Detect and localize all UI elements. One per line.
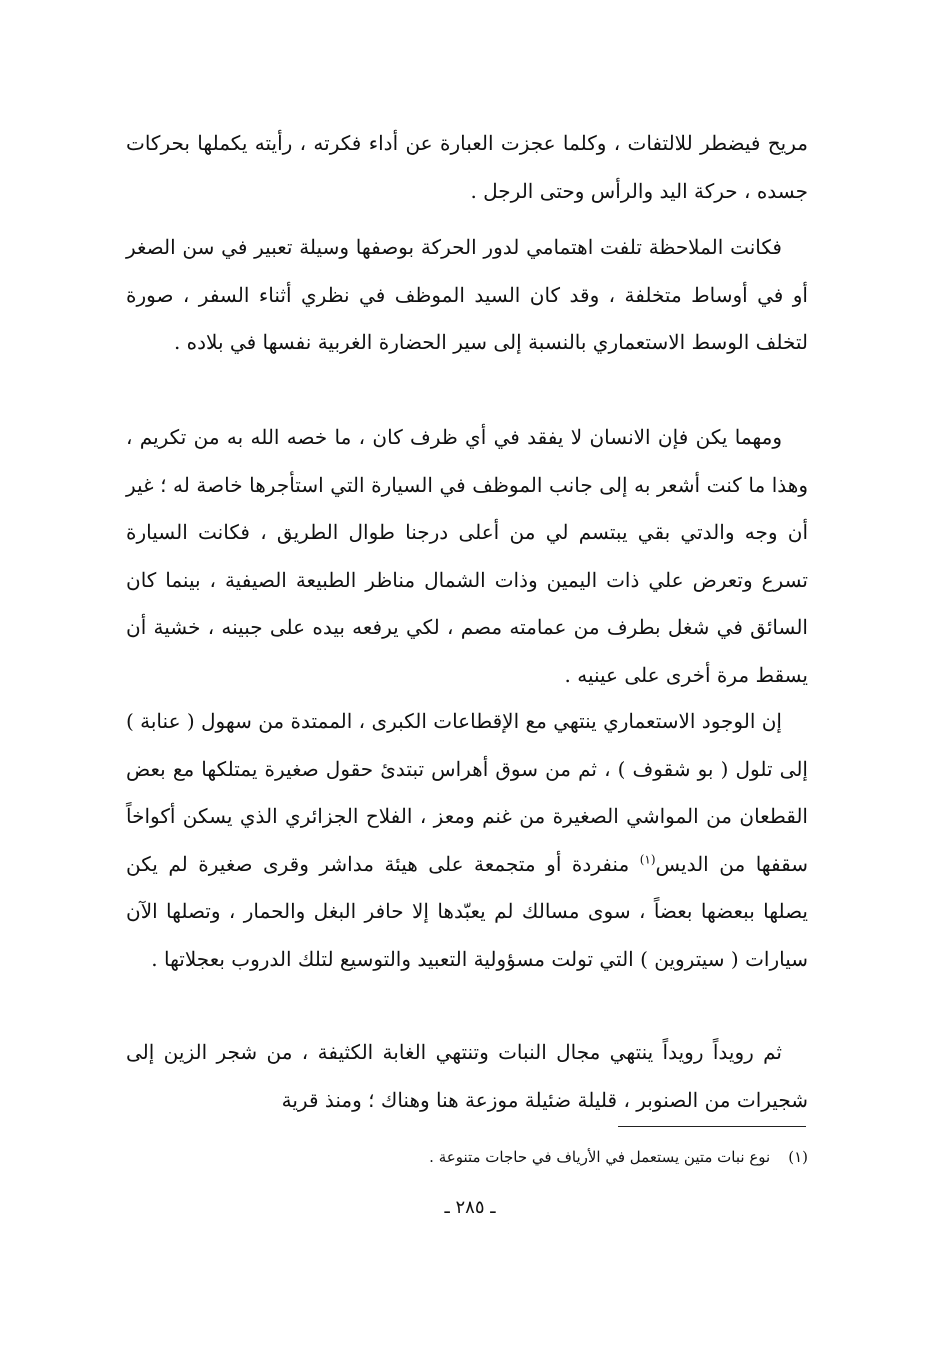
paragraph-text-before-ref: إن الوجود الاستعماري ينتهي مع الإقطاعات الكبرى ، الممتدة من سهول ( عنابة ) إلى تلول ( بو شقوف ) ، ثم من سوق أهراس تبتدئ حقول صغيرة يمتلكها مع بعض القطعان من المواشي الصغيرة من غنم ومعز ، الفلاح الجزائري الذي يسكن أكواخاً سقفها من الديس [125, 709, 808, 876]
footnote [126, 1142, 808, 1172]
paragraph-3 [126, 414, 808, 699]
paragraph-text: ثم رويداً رويداً ينتهي مجال النبات وتنتهي الغابة الكثيفة ، من شجر الزين إلى شجيرات من الصنوبر ، قليلة ضئيلة موزعة هنا وهناك ؛ ومنذ قرية [126, 1040, 808, 1112]
paragraph-2 [126, 224, 808, 367]
paragraph-1 [126, 120, 808, 215]
footnote-number: (١) [788, 1148, 808, 1166]
paragraph-text: مريح فيضطر للالتفات ، وكلما عجزت العبارة عن أداء فكرته ، رأيته يكملها بحركات جسده ، حركة اليد والرأس وحتى الرجل . [126, 131, 808, 203]
footnote-text: نوع نبات متين يستعمل في الأرياف في حاجات متنوعة . [429, 1148, 771, 1166]
footnote-reference: (١) [639, 851, 656, 866]
page-number: ـ ٢٨٥ ـ [444, 1197, 496, 1218]
paragraph-text-after-ref: منفردة أو متجمعة على هيئة مداشر وقرى صغيرة لم يكن يصلها ببعضها بعضاً ، سوى مسالك لم يعبّدها إلا حافر البغل والحمار ، وتصلها الآن سيارات ( سيتروين ) التي تولت مسؤولية التعبيد والتوسيع لتلك الدروب بعجلاتها . [126, 851, 808, 971]
paragraph-text: فكانت الملاحظة تلفت اهتمامي لدور الحركة بوصفها وسيلة تعبير في سن الصغر أو في أوساط متخلفة ، وقد كان السيد الموظف في نظري أثناء السفر ، صورة لتخلف الوسط الاستعماري بالنسبة إلى سير الحضارة الغربية نفسها في بلاده . [126, 235, 808, 354]
paragraph-text [126, 698, 808, 983]
paragraph-text: ومهما يكن فإن الانسان لا يفقد في أي ظرف كان ، ما خصه الله به من تكريم ، وهذا ما كنت أشعر به إلى جانب الموظف في السيارة التي استأجرها خاصة له ؛ غير أن وجه والدتي بقي يبتسم لي من أعلى درجنا طوال الطريق ، فكانت السيارة تسرع وتعرض علي ذات اليمين وذات الشمال مناظر الطبيعة الصيفية ، بينما كان السائق في شغل بطرف من عمامته مصم ، لكي يرفعه بيده على جبينه ، خشية أن يسقط مرة أخرى على عينيه . [126, 425, 809, 687]
paragraph-4 [126, 698, 808, 983]
footnote-separator [618, 1126, 806, 1127]
paragraph-5 [126, 1029, 808, 1124]
